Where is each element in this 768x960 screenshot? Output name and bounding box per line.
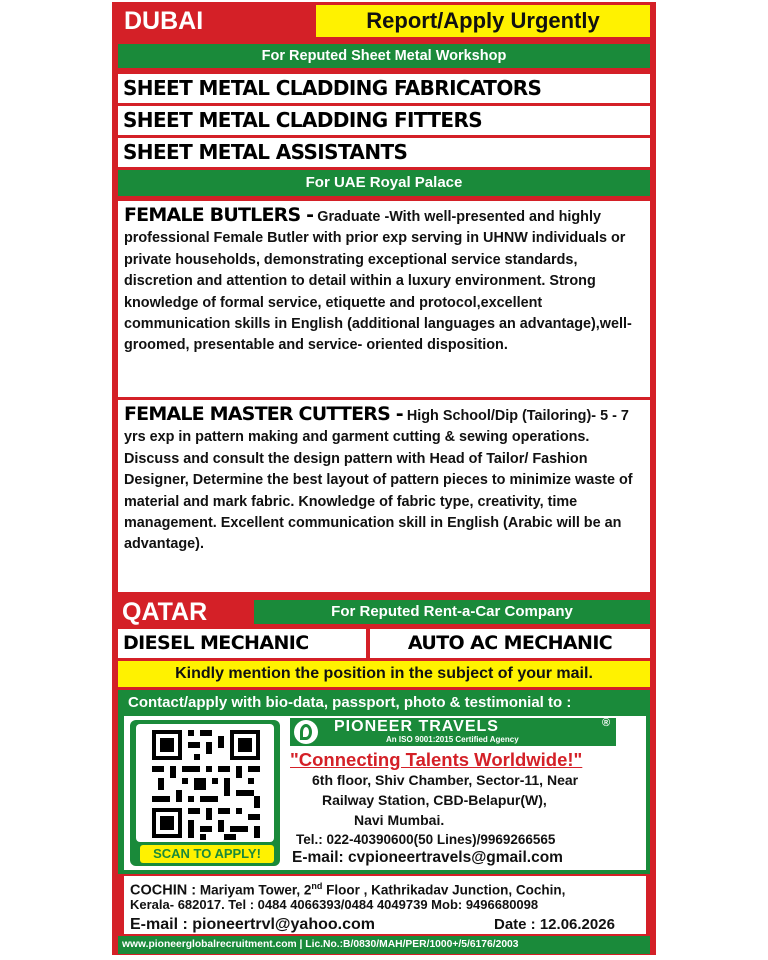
location-dubai: DUBAI — [124, 7, 204, 35]
position-cladding-fabricators: SHEET METAL CLADDING FABRICATORS — [118, 74, 650, 103]
notice-date: Date : 12.06.2026 — [494, 916, 615, 933]
footer-website-license[interactable]: www.pioneerglobalrecruitment.com | Lic.No.:B/0830/MAH/PER/1000+/5/6176/2003 — [122, 939, 519, 950]
butlers-qualification: Graduate — [317, 209, 381, 225]
address-line-2: Railway Station, CBD-Belapur(W), — [322, 792, 547, 808]
agency-email[interactable]: E-mail: cvpioneertravels@gmail.com — [292, 849, 563, 866]
cutters-qualification: High School/Dip (Tailoring)- — [406, 408, 597, 424]
contact-heading: Contact/apply with bio-data, passport, photo & testimonial to : — [128, 694, 572, 711]
cochin-floor-suffix: nd — [311, 881, 323, 891]
position-auto-ac-mechanic: AUTO AC MECHANIC — [370, 629, 650, 658]
agency-tagline: "Connecting Talents Worldwide!" — [290, 749, 583, 770]
location-qatar: QATAR — [122, 598, 208, 626]
cochin-line-1 — [130, 876, 646, 899]
rent-a-car-banner: For Reputed Rent-a-Car Company — [254, 600, 650, 624]
address-line-1: 6th floor, Shiv Chamber, Sector-11, Near — [312, 772, 579, 788]
cutters-block — [118, 400, 650, 592]
cochin-address-a: Mariyam Tower, 2 — [199, 882, 312, 898]
butlers-block — [118, 201, 650, 397]
position-sheet-metal-assistants: SHEET METAL ASSISTANTS — [118, 138, 650, 167]
subject-notice: Kindly mention the position in the subject of your mail. — [118, 661, 650, 687]
qr-code-icon — [136, 724, 274, 842]
agency-logo-bar — [290, 718, 616, 746]
cochin-email[interactable]: E-mail : pioneertrvl@yahoo.com — [130, 916, 375, 933]
cutters-title: FEMALE MASTER CUTTERS - — [124, 403, 403, 425]
agency-name: PIONEER TRAVELS — [334, 718, 499, 735]
pioneer-logo-mark-icon — [300, 724, 312, 740]
iso-certification: An ISO 9001:2015 Certified Agency — [386, 735, 519, 744]
cutters-description: 5 - 7 yrs exp in pattern making and garment cutting & sewing operations. Discuss and consult the design pattern with Head of Tailor/ Fashion Designer, Determine the best layout of pattern pieces to minimize waste of material and mark fabric. Knowledge of fabric type, creativity, time management. Excellent communication skill in English (Arabic will be an advantage). — [124, 408, 633, 553]
position-cladding-fitters: SHEET METAL CLADDING FITTERS — [118, 106, 650, 135]
agency-telephone: Tel.: 022-40390600(50 Lines)/9969266565 — [296, 832, 556, 847]
cochin-address-b: Floor , Kathrikadav Junction, Cochin, — [322, 882, 566, 898]
registered-mark: ® — [602, 717, 611, 729]
urgent-banner: Report/Apply Urgently — [316, 5, 650, 37]
scan-to-apply-label: SCAN TO APPLY! — [140, 845, 274, 863]
position-diesel-mechanic: DIESEL MECHANIC — [118, 629, 366, 658]
workshop-banner: For Reputed Sheet Metal Workshop — [118, 44, 650, 68]
butlers-title: FEMALE BUTLERS - — [124, 204, 314, 226]
butlers-description: -With well-presented and highly professional Female Butler with prior exp serving in UHNW individuals or private households, demonstrating exceptional service standards, discretion and attention to detail within a luxury environment. Strong knowledge of formal service, etiquette and protocol,excellent communication skills in English (additional languages an advantage),well-groomed, presentable and service- oriented disposition. — [124, 209, 632, 354]
address-line-3: Navi Mumbai. — [354, 812, 445, 828]
qr-code[interactable] — [136, 724, 274, 842]
cochin-line-2: Kerala- 682017. Tel : 0484 4066393/0484 4049739 Mob: 9496680098 — [130, 897, 539, 912]
palace-banner: For UAE Royal Palace — [118, 170, 650, 196]
cochin-label: COCHIN : — [130, 882, 197, 899]
